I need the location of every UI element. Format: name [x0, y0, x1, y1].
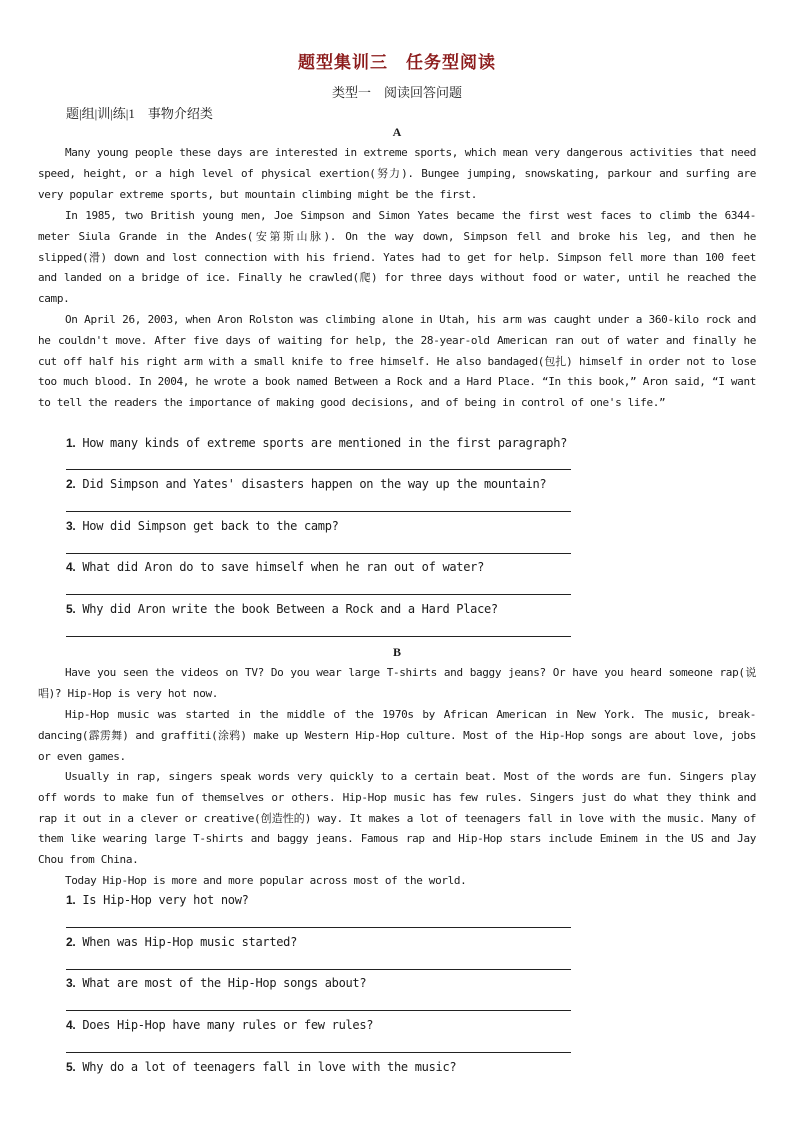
- section-a-label: A: [392, 125, 402, 139]
- section-a-question-3: [66, 519, 666, 533]
- question-number: 1.: [66, 893, 76, 907]
- section-b-label: B: [392, 645, 401, 659]
- section-a-question-2: [66, 477, 666, 491]
- question-text: What did Aron do to save himself when he ran out of water?: [82, 560, 484, 574]
- section-b-answer-line-3[interactable]: [66, 1010, 571, 1011]
- question-text: How many kinds of extreme sports are mentioned in the first paragraph?: [82, 436, 568, 450]
- page-subtitle: 类型一 阅读回答问题: [331, 85, 462, 100]
- section-b-paragraph-2: Hip-Hop music was started in the middle of the 1970s by African American in New York. The music, break-dancing(霹雳舞) and graffiti(涂鸦) make up Western Hip-Hop culture. Most of the Hip-Hop songs are about love, jobs or even games.: [38, 708, 756, 763]
- section-b-paragraph-4: Today Hip-Hop is more and more popular across most of the world.: [65, 874, 467, 887]
- question-text: Why do a lot of teenagers fall in love with the music?: [82, 1060, 457, 1074]
- section-a-answer-line-3[interactable]: [66, 553, 571, 554]
- section-b-question-3: [66, 976, 666, 990]
- question-number: 4.: [66, 1018, 76, 1032]
- section-a-paragraph-2: In 1985, two British young men, Joe Simpson and Simon Yates became the first west faces to climb the 6344-meter Siula Grande in the Andes(安第斯山脉). On the way down, Simpson fell and broke his leg, and then he slipped(滑) down and lost connection with his friend. Yates had to get for help. Simpson fell more than 100 feet and landed on a bridge of ice. Finally he crawled(爬) for three days without food or water, until he reached the camp.: [38, 209, 756, 306]
- question-text: Is Hip-Hop very hot now?: [82, 893, 249, 907]
- group-label: 题|组|训|练|1 事物介绍类: [66, 106, 213, 121]
- question-number: 5.: [66, 1060, 76, 1074]
- question-number: 1.: [66, 436, 76, 450]
- section-a-answer-line-1[interactable]: [66, 469, 571, 470]
- section-a-answer-line-4[interactable]: [66, 594, 571, 595]
- question-text: What are most of the Hip-Hop songs about?: [82, 976, 367, 990]
- question-number: 5.: [66, 602, 76, 616]
- section-b-paragraph-1: Have you seen the videos on TV? Do you wear large T-shirts and baggy jeans? Or have you heard someone rap(说唱)? Hip-Hop is very hot now.: [38, 666, 756, 700]
- page-title: 题型集训三 任务型阅读: [298, 53, 496, 72]
- section-b-question-1: [66, 893, 666, 907]
- section-b-answer-line-1[interactable]: [66, 927, 571, 928]
- question-text: Does Hip-Hop have many rules or few rules?: [82, 1018, 374, 1032]
- section-a-question-4: [66, 560, 666, 574]
- section-a-paragraph-3: On April 26, 2003, when Aron Rolston was climbing alone in Utah, his arm was caught under a 360-kilo rock and he couldn't move. After five days of waiting for help, the 28-year-old American ran out of water and finally he cut off half his right arm with a small knife to free himself. He also bandaged(包扎) himself in order not to lose too much blood. In 2004, he wrote a book named Between a Rock and a Hard Place. “In this book,” Aron said, “I want to tell the readers the importance of making good decisions, and of being in control of one's life.”: [38, 313, 756, 410]
- question-number: 3.: [66, 976, 76, 990]
- question-text: How did Simpson get back to the camp?: [82, 519, 339, 533]
- question-number: 4.: [66, 560, 76, 574]
- question-text: When was Hip-Hop music started?: [82, 935, 298, 949]
- section-b-question-5: [66, 1060, 666, 1074]
- question-text: Did Simpson and Yates' disasters happen on the way up the mountain?: [82, 477, 547, 491]
- question-number: 2.: [66, 477, 76, 491]
- section-b-paragraph-3: Usually in rap, singers speak words very quickly to a certain beat. Most of the words are fun. Singers play off words to make fun of themselves or others. Hip-Hop music has few rules. Singers just do what they think and rap it out in a clever or creative(创造性的) way. It makes a lot of teenagers fall in love with the music. Many of them like wearing large T-shirts and baggy jeans. Famous rap and Hip-Hop stars include Eminem in the US and Jay Chou from China.: [38, 770, 756, 867]
- section-b-question-2: [66, 935, 666, 949]
- section-a-question-5: [66, 602, 666, 616]
- question-number: 2.: [66, 935, 76, 949]
- question-number: 3.: [66, 519, 76, 533]
- question-text: Why did Aron write the book Between a Rock and a Hard Place?: [82, 602, 498, 616]
- section-b-answer-line-4[interactable]: [66, 1052, 571, 1053]
- section-b-question-4: [66, 1018, 666, 1032]
- section-b-answer-line-2[interactable]: [66, 969, 571, 970]
- section-a-question-1: [66, 436, 666, 450]
- section-a-answer-line-2[interactable]: [66, 511, 571, 512]
- section-a-paragraph-1: Many young people these days are interested in extreme sports, which mean very dangerous activities that need speed, height, or a high level of physical exertion(努力). Bungee jumping, snowskating, parkour and surfing are very popular extreme sports, but mountain climbing might be the first.: [38, 146, 756, 201]
- section-a-answer-line-5[interactable]: [66, 636, 571, 637]
